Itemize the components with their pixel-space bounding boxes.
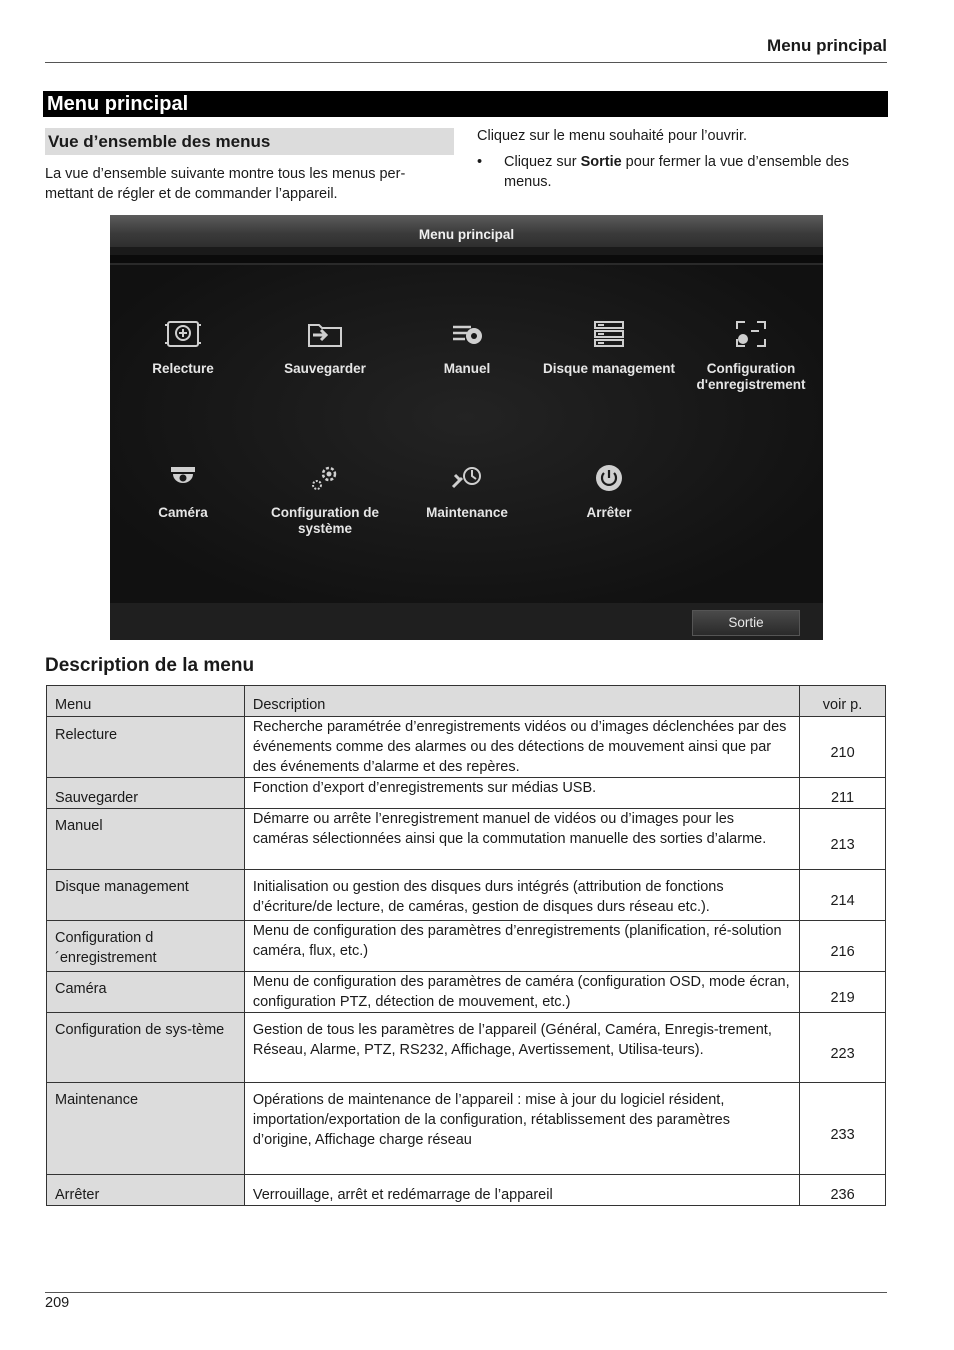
menu-cell: Configuration de sys-tème [47,1013,245,1083]
page-cell: 211 [800,778,886,809]
menu-cell: Disque management [47,870,245,921]
tile-label: Arrêter [586,505,632,520]
tile-label: Sauvegarder [284,361,366,376]
table-row [47,717,886,778]
menu-tile-disque-management[interactable] [538,317,680,377]
dvr-menu-grid [110,265,823,603]
page-cell: 210 [800,717,886,778]
menu-cell: Configuration d´enregistrement [47,921,245,972]
description-cell: Gestion de tous les paramètres de l’appareil (Général, Caméra, Enregis-trement, Réseau, Alarme, PTZ, RS232, Affichage, Avertissement, Utilisa-teurs). [244,1013,799,1083]
menu-tile-manuel[interactable] [396,317,538,377]
page-cell: 233 [800,1083,886,1175]
column-header-page: voir p. [800,686,886,717]
menu-cell: Caméra [47,972,245,1013]
description-cell: Verrouillage, arrêt et redémarrage de l’appareil [244,1175,799,1206]
bullet-bold: Sortie [580,154,622,170]
tile-label: Caméra [158,505,208,520]
dome-camera-icon [163,461,203,495]
bullet-item [477,152,889,192]
table-row [47,870,886,921]
intro-line: La vue d’ensemble suivante montre tous les menus per- [45,166,406,182]
tile-label: Manuel [443,361,491,376]
footer-rule [45,1292,887,1293]
dvr-footer [110,603,823,640]
playback-icon [163,317,203,351]
menu-cell: Maintenance [47,1083,245,1175]
page-cell: 213 [800,809,886,870]
table-row [47,1013,886,1083]
section-heading: Vue d’ensemble des menus [45,128,454,155]
menu-cell: Manuel [47,809,245,870]
column-header-description: Description [244,686,799,717]
description-cell: Menu de configuration des paramètres de caméra (configuration OSD, mode écran, configuration PTZ, détection de mouvement, etc.) [244,972,799,1013]
description-cell: Recherche paramétrée d’enregistrements vidéos ou d’images déclenchées par des événements comme des alarmes ou des détections de mouvement ainsi que par des événements d’alarme et des repères. [244,717,799,778]
chapter-title: Menu principal [43,91,888,117]
bullet-symbol: • [477,154,483,170]
menu-tile-configuration-enregistrement[interactable] [680,317,822,393]
description-cell: Initialisation ou gestion des disques durs intégrés (attribution de fonctions d’écriture/de lecture, de caméras, gestion de disques durs réseau etc.). [244,870,799,921]
description-cell: Opérations de maintenance de l’appareil : mise à jour du logiciel résident, importation/exportation de la configuration, rétablissement des paramètres d’origine, Affichage charge réseau [244,1083,799,1175]
description-cell: Fonction d’export d’enregistrements sur médias USB. [244,778,799,809]
intro-line: mettant de régler et de commander l’appareil. [45,186,338,202]
description-cell: Démarre ou arrête l’enregistrement manuel de vidéos ou d’images pour les caméras sélectionnées ainsi que la commutation manuelle des sorties d’alarme. [244,809,799,870]
page-cell: 219 [800,972,886,1013]
page-number: 209 [45,1295,70,1311]
page-cell: 216 [800,921,886,972]
gear-icon [305,461,345,495]
page-cell: 214 [800,870,886,921]
menu-cell: Arrêter [47,1175,245,1206]
instruction-text: Cliquez sur le menu souhaité pour l’ouvrir. [477,128,747,144]
menu-description-table [46,685,886,1206]
table-row [47,1083,886,1175]
hdd-icon [589,317,629,351]
menu-cell: Relecture [47,717,245,778]
intro-paragraph [45,164,450,204]
tile-label: Configuration de système [271,505,379,536]
tile-label: Relecture [152,361,214,376]
bullet-suffix: pour fermer la vue d’ensemble des menus. [504,154,849,190]
table-row [47,972,886,1013]
running-header: Menu principal [767,36,887,55]
backup-icon [305,317,345,351]
page-cell: 223 [800,1013,886,1083]
dvr-title: Menu principal [110,215,823,255]
menu-tile-camera[interactable] [112,461,254,521]
menu-tile-arreter[interactable] [538,461,680,521]
tile-label: Disque management [542,361,676,376]
bullet-text [504,152,889,192]
exit-button[interactable]: Sortie [692,610,800,636]
table-row [47,778,886,809]
menu-tile-relecture[interactable] [112,317,254,377]
maintenance-icon [447,461,487,495]
table-row [47,921,886,972]
table-row [47,1175,886,1206]
table-row [47,809,886,870]
page-cell: 236 [800,1175,886,1206]
header-rule [45,62,887,63]
menu-tile-sauvegarder[interactable] [254,317,396,377]
description-title: Description de la menu [45,655,255,676]
instructions [477,126,889,192]
column-header-menu: Menu [47,686,245,717]
tile-label: Configuration d'enregistrement [696,361,806,392]
description-cell: Menu de configuration des paramètres d’enregistrements (planification, ré-solution caméra, flux, etc.) [244,921,799,972]
dvr-main-menu-screenshot [110,215,823,640]
menu-tile-maintenance[interactable] [396,461,538,521]
tile-label: Maintenance [426,505,508,520]
record-config-icon [731,317,771,351]
table-header-row [47,686,886,717]
menu-tile-configuration-systeme[interactable] [254,461,396,537]
power-icon [589,461,629,495]
menu-cell: Sauvegarder [47,778,245,809]
bullet-prefix: Cliquez sur [504,154,581,170]
manual-record-icon [447,317,487,351]
